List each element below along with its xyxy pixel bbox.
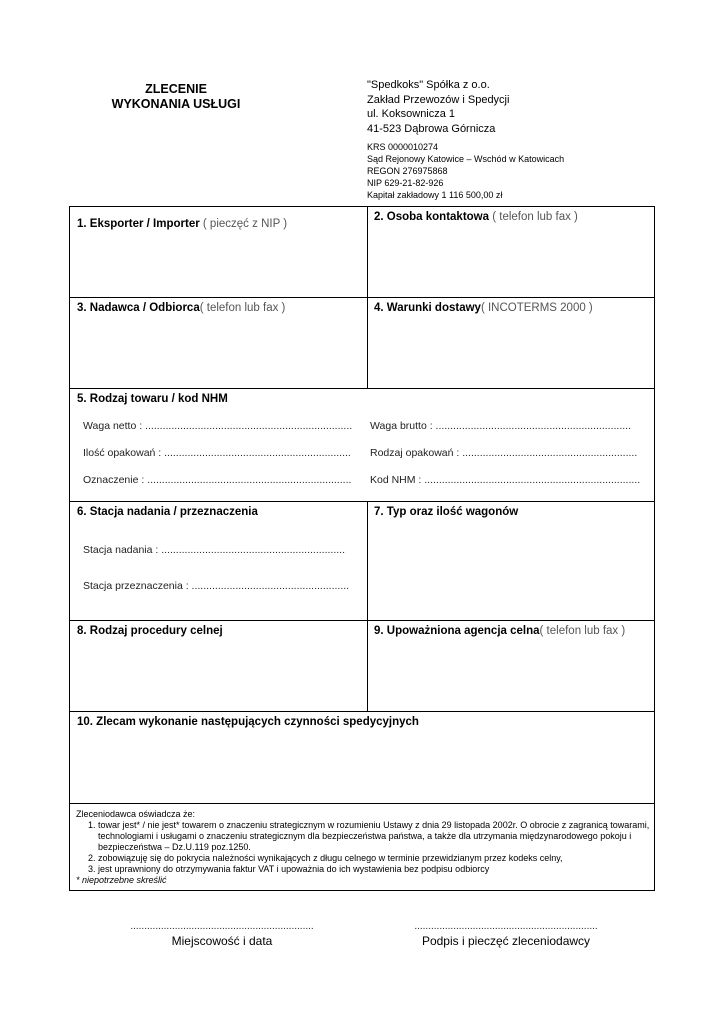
departure-station-field[interactable]: Stacja nadania : ...............................................................	[83, 544, 346, 556]
section-10-label: 10. Zlecam wykonanie następujących czynności spedycyjnych	[77, 716, 419, 728]
section-9[interactable]	[367, 621, 656, 711]
section-4-label: 4. Warunki dostawy( INCOTERMS 2000 )	[374, 302, 593, 314]
client-signature-caption: Podpis i pieczęć zleceniodawcy	[421, 934, 591, 948]
document-title	[88, 82, 264, 112]
section-6-label: 6. Stacja nadania / przeznaczenia	[77, 506, 258, 518]
form-row-3	[70, 389, 654, 502]
company-court: Sąd Rejonowy Katowice – Wschód w Katowicach	[367, 154, 565, 164]
section-2-hint: ( telefon lub fax )	[492, 211, 578, 223]
net-weight-field[interactable]: Waga netto : .......................................................................	[83, 420, 353, 432]
section-1[interactable]	[70, 207, 367, 297]
marking-field[interactable]: Oznaczenie : ......................................................................	[83, 474, 352, 486]
declaration-intro: Zleceniodawca oświadcza że:	[76, 809, 196, 819]
section-7[interactable]	[367, 502, 656, 620]
company-address	[367, 78, 509, 136]
form-row-1	[70, 207, 654, 298]
section-9-hint: ( telefon lub fax )	[539, 625, 626, 637]
form-row-5	[70, 621, 654, 712]
order-form	[69, 206, 655, 891]
company-registry	[367, 141, 564, 201]
company-dept: Zakład Przewozów i Spedycji	[367, 93, 510, 106]
title-line-1: ZLECENIE	[145, 82, 207, 96]
section-4-hint: ( INCOTERMS 2000 )	[480, 302, 593, 314]
company-city: 41-523 Dąbrowa Górnicza	[367, 122, 496, 135]
section-7-label: 7. Typ oraz ilość wagonów	[374, 506, 519, 518]
destination-station-field[interactable]: Stacja przeznaczenia : ......................................................	[83, 580, 350, 592]
form-row-2	[70, 298, 654, 389]
section-3-hint: ( telefon lub fax )	[199, 302, 286, 314]
section-8-label: 8. Rodzaj procedury celnej	[77, 625, 223, 637]
section-6	[70, 502, 367, 620]
section-1-hint: ( pieczęć z NIP )	[202, 218, 288, 230]
company-name: "Spedkoks" Spółka z o.o.	[367, 79, 490, 91]
section-5-label: 5. Rodzaj towaru / kod NHM	[77, 393, 228, 405]
declaration	[76, 809, 652, 886]
package-type-field[interactable]: Rodzaj opakowań : ............................................................	[370, 447, 638, 459]
declaration-item-3: 3. jest uprawniony do otrzymywania faktur VAT i upoważnia do ich wystawienia bez podpisu odbiorcy	[98, 864, 652, 875]
section-8[interactable]	[70, 621, 367, 711]
section-4[interactable]	[367, 298, 656, 388]
section-2-label: 2. Osoba kontaktowa ( telefon lub fax )	[374, 211, 578, 223]
section-3[interactable]	[70, 298, 367, 388]
company-nip: NIP 629-21-82-926	[367, 178, 444, 188]
form-row-4	[70, 502, 654, 621]
place-date-line: ..................................................................	[130, 921, 314, 932]
section-1-label: 1. Eksporter / Importer ( pieczęć z NIP )	[77, 218, 288, 230]
section-2[interactable]	[367, 207, 656, 297]
section-3-label: 3. Nadawca / Odbiorca( telefon lub fax )	[77, 302, 286, 314]
client-signature-line: ..................................................................	[414, 921, 598, 932]
client-signature[interactable]	[391, 921, 621, 948]
gross-weight-field[interactable]: Waga brutto : ...................................................................	[370, 420, 632, 432]
section-9-label: 9. Upoważniona agencja celna( telefon lub fax )	[374, 625, 626, 637]
declaration-note: * niepotrzebne skreślić	[76, 875, 167, 885]
declaration-item-2: 2. zobowiązuję się do pokrycia należności wynikających z długu celnego w terminie przewidzianym przez kodeks celny,	[98, 853, 652, 864]
nhm-code-field[interactable]: Kod NHM : ..........................................................................	[370, 474, 641, 486]
place-date-caption: Miejscowość i data	[171, 934, 273, 948]
package-count-field[interactable]: Ilość opakowań : ................................................................	[83, 447, 351, 459]
company-street: ul. Koksownicza 1	[367, 108, 456, 120]
company-krs: KRS 0000010274	[367, 142, 439, 152]
declaration-item-1: 1. towar jest* / nie jest* towarem o znaczeniu strategicznym w rozumieniu Ustawy z dnia 29 listopada 2002r. O obrocie z zagranicą towarami, technologiami i usługami o znaczeniu strategicznym dla bezpieczeństwa państwa, a także dla utrzymania międzynarodowego pokoju i bezpieczeństwa – Dz.U.119 poz.1250.	[98, 820, 652, 853]
company-capital: Kapitał zakładowy 1 116 500,00 zł	[367, 190, 503, 200]
company-regon: REGON 276975868	[367, 166, 448, 176]
form-row-6	[70, 712, 654, 804]
title-line-2: WYKONANIA USŁUGI	[111, 97, 241, 111]
place-date-signature[interactable]	[107, 921, 337, 948]
